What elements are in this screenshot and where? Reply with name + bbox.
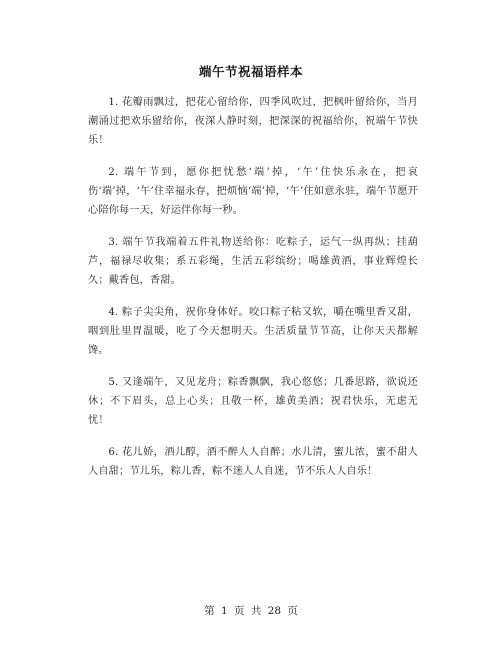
paragraph-3: 3. 端午节我端着五件礼物送给你：吃粽子，运气一纵再纵；挂葫芦，福禄尽收集；系五彩绳，生活五彩缤纷；喝雄黄酒，事业辉煌长久；戴香包，香甜。 <box>88 237 418 286</box>
paragraph-4: 4. 粽子尖尖角，祝你身体好。咬口粽子粘又软，嚼在嘴里香又甜，咽到肚里胃温暖，吃了今天想明天。生活质量节节高，让你天天都解馋。 <box>88 307 418 356</box>
paragraph-2: 2. 端午节到，愿你把忧愁‘端’掉，‘午’住快乐永在，把哀伤‘端’掉，‘午’住幸福永存，把烦恼‘端’掉，‘午’住如意永驻，端午节愿开心陪你每一天，好运伴你每一秒。 <box>88 167 418 216</box>
paragraph-5: 5. 又逢端午，又见龙舟；粽香飘飘，我心悠悠；几番思路，欲说还休；不下眉头，总上心头；且敬一杯，雄黄美酒；祝君快乐，无虑无忧！ <box>88 377 418 426</box>
document-body <box>88 93 418 494</box>
paragraph-6: 6. 花儿娇，酒儿醇，酒不醉人人自醉；水儿清，蜜儿浓，蜜不甜人人自甜；节儿乐，粽儿香，粽不迷人人自迷，节不乐人人自乐！ <box>88 447 418 477</box>
paragraph-1: 1. 花瓣雨飘过，把花心留给你，四季风吹过，把枫叶留给你，当月潮涌过把欢乐留给你，夜深人静时刻，把深深的祝福给你，祝端午节快乐！ <box>88 97 418 146</box>
page-number-footer: 第 1 页 共 28 页 <box>204 605 298 617</box>
document-title: 端午节祝福语样本 <box>198 64 303 79</box>
